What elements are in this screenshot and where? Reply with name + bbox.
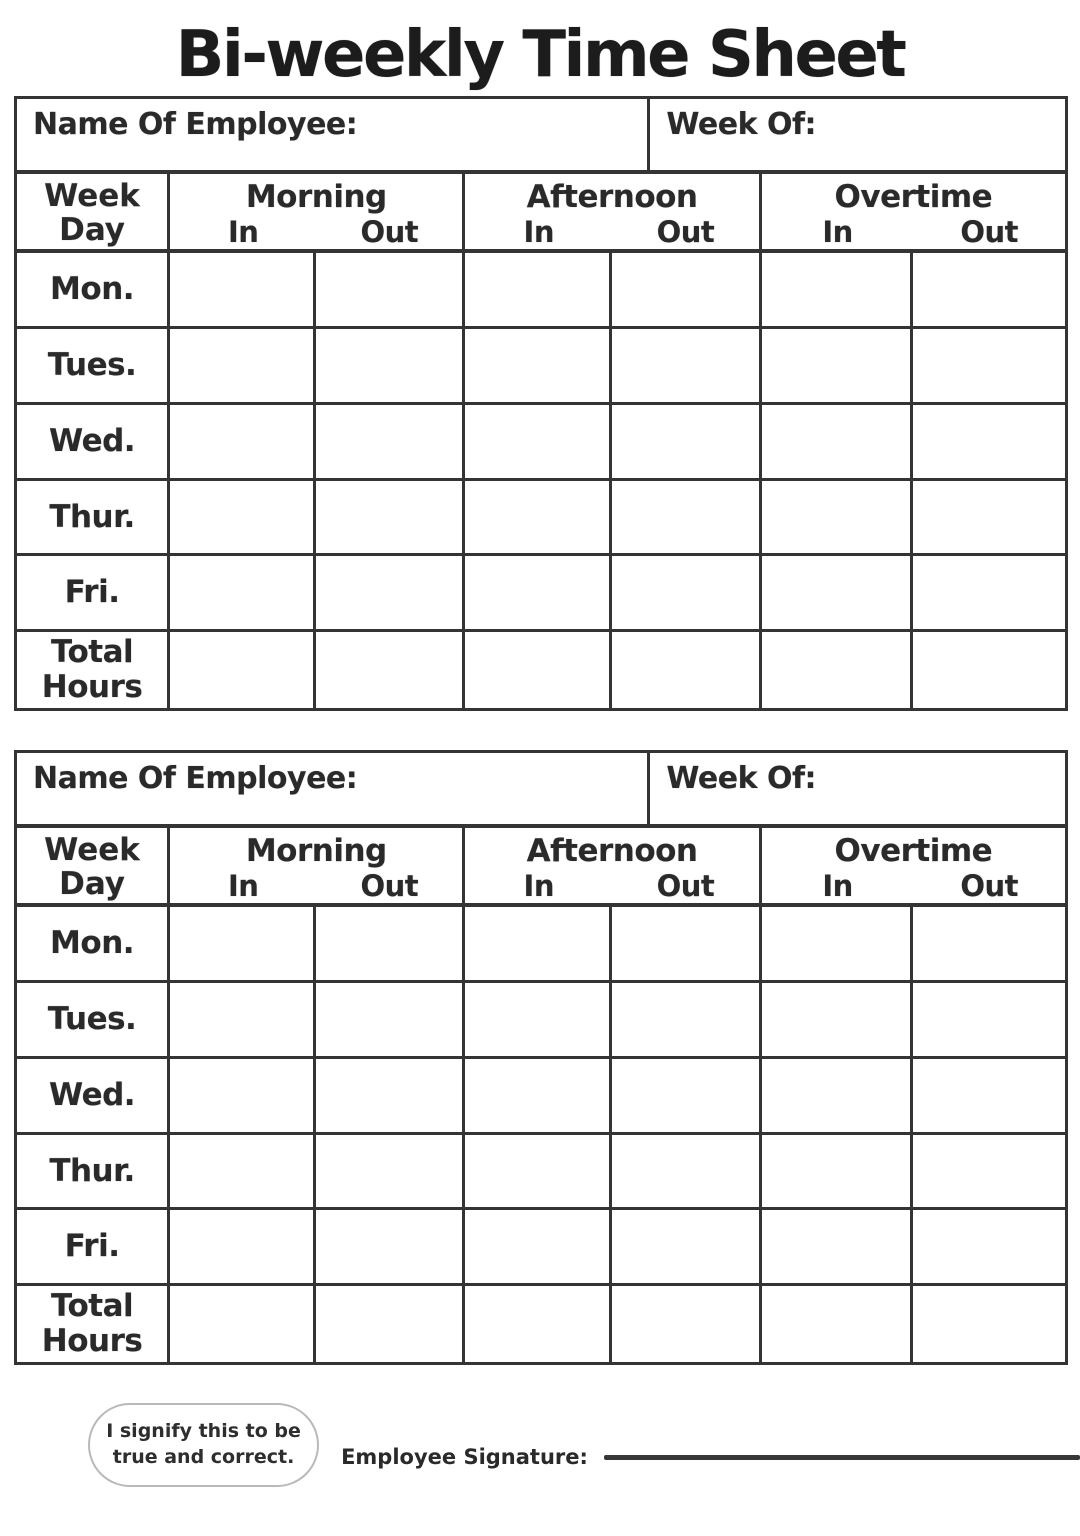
out-label: Out [656,869,715,903]
row-label-fri: Fri. [17,556,170,632]
afternoon-label: Afternoon [526,179,698,215]
time-cell[interactable] [170,481,316,557]
time-cell[interactable] [762,1135,913,1211]
morning-label: Morning [245,833,387,869]
signature-footer [0,1403,1080,1487]
timesheet-section-2 [14,750,1068,1365]
page-title: Bi-weekly Time Sheet [175,18,905,92]
time-cell[interactable] [316,1135,465,1211]
row-label-tues: Tues. [17,329,170,405]
time-cell[interactable] [612,253,762,329]
row-label-wed: Wed. [17,1059,170,1135]
week-of-field[interactable] [647,753,1065,824]
time-cell[interactable] [913,405,1065,481]
time-cell[interactable] [913,481,1065,557]
time-cell[interactable] [612,1210,762,1286]
time-cell[interactable] [465,481,611,557]
time-cell[interactable] [170,253,316,329]
time-cell[interactable] [316,1059,465,1135]
time-cell[interactable] [170,632,316,708]
name-of-employee-label: Name Of Employee: [33,107,358,142]
time-cell[interactable] [913,1059,1065,1135]
time-cell[interactable] [465,907,611,983]
afternoon-header [465,828,761,907]
time-cell[interactable] [316,907,465,983]
out-label: Out [360,869,419,903]
out-label: Out [960,869,1018,903]
time-cell[interactable] [465,405,611,481]
time-cell[interactable] [465,253,611,329]
time-cell[interactable] [762,253,913,329]
week-of-field[interactable] [647,99,1065,170]
row-label-tues: Tues. [17,983,170,1059]
time-cell[interactable] [170,1135,316,1211]
attestation-pill [88,1403,319,1487]
time-cell[interactable] [465,983,611,1059]
time-cell[interactable] [612,481,762,557]
time-cell[interactable] [316,329,465,405]
time-cell[interactable] [913,556,1065,632]
time-cell[interactable] [612,556,762,632]
time-cell[interactable] [170,405,316,481]
time-cell[interactable] [316,1286,465,1362]
time-cell[interactable] [465,632,611,708]
time-cell[interactable] [612,983,762,1059]
time-cell[interactable] [465,1059,611,1135]
week-header-line: Week [44,832,140,868]
info-row [14,96,1068,174]
time-cell[interactable] [170,983,316,1059]
time-cell[interactable] [913,329,1065,405]
in-label: In [227,869,259,903]
week-of-label: Week Of: [666,107,817,142]
afternoon-label: Afternoon [526,833,698,869]
attestation-line-2: true and correct. [112,1446,295,1468]
signature-line[interactable] [604,1455,1080,1460]
time-cell[interactable] [762,1286,913,1362]
morning-header [170,174,465,253]
row-label-mon: Mon. [17,907,170,983]
time-cell[interactable] [316,556,465,632]
time-cell[interactable] [316,632,465,708]
time-cell[interactable] [762,405,913,481]
time-cell[interactable] [465,1286,611,1362]
attestation-line-1: I signify this to be [106,1420,301,1443]
day-header-line: Day [59,212,125,249]
time-cell[interactable] [170,329,316,405]
in-label: In [227,215,259,249]
time-cell[interactable] [170,1286,316,1362]
time-cell[interactable] [170,1059,316,1135]
info-row [14,750,1068,828]
week-day-header [17,174,170,253]
name-of-employee-field[interactable] [17,99,647,170]
time-cell[interactable] [762,983,913,1059]
overtime-header [762,174,1065,253]
time-cell[interactable] [612,405,762,481]
timesheet-section-1 [14,96,1068,711]
row-label-thur: Thur. [17,1135,170,1211]
employee-signature-label: Employee Signature: [341,1445,588,1469]
time-cell[interactable] [913,1286,1065,1362]
afternoon-header [465,174,761,253]
time-cell[interactable] [913,1210,1065,1286]
time-cell[interactable] [762,481,913,557]
time-cell[interactable] [612,1135,762,1211]
time-cell[interactable] [762,632,913,708]
row-label-fri: Fri. [17,1210,170,1286]
time-cell[interactable] [612,907,762,983]
time-cell[interactable] [316,983,465,1059]
name-of-employee-field[interactable] [17,753,647,824]
timesheet-grid [14,828,1068,1365]
overtime-label: Overtime [834,179,993,215]
week-day-header [17,828,170,907]
in-label: In [523,215,554,249]
time-cell[interactable] [612,1059,762,1135]
time-cell[interactable] [913,983,1065,1059]
time-cell[interactable] [913,907,1065,983]
row-label-thur: Thur. [17,481,170,557]
time-cell[interactable] [316,481,465,557]
morning-header [170,828,465,907]
time-cell[interactable] [762,1059,913,1135]
row-label-mon: Mon. [17,253,170,329]
time-cell[interactable] [913,1135,1065,1211]
time-cell[interactable] [316,1210,465,1286]
time-cell[interactable] [913,253,1065,329]
time-cell[interactable] [913,632,1065,708]
in-label: In [822,869,853,903]
row-label-total-hours: Total Hours [17,632,170,708]
out-label: Out [960,215,1018,249]
time-cell[interactable] [612,1286,762,1362]
time-cell[interactable] [316,405,465,481]
time-cell[interactable] [170,907,316,983]
week-of-label: Week Of: [666,761,817,796]
time-cell[interactable] [762,556,913,632]
time-cell[interactable] [612,632,762,708]
time-cell[interactable] [762,1210,913,1286]
day-header-line: Day [59,866,125,903]
time-cell[interactable] [762,907,913,983]
time-cell[interactable] [612,329,762,405]
timesheet-grid [14,174,1068,711]
time-cell[interactable] [465,1210,611,1286]
in-label: In [523,869,554,903]
row-label-total-hours: Total Hours [17,1286,170,1362]
name-of-employee-label: Name Of Employee: [33,761,358,796]
time-cell[interactable] [465,1135,611,1211]
time-cell[interactable] [170,1210,316,1286]
time-cell[interactable] [762,329,913,405]
overtime-label: Overtime [834,833,993,869]
time-cell[interactable] [465,329,611,405]
overtime-header [762,828,1065,907]
in-label: In [822,215,853,249]
out-label: Out [360,215,419,249]
time-cell[interactable] [465,556,611,632]
row-label-wed: Wed. [17,405,170,481]
time-cell[interactable] [316,253,465,329]
out-label: Out [656,215,715,249]
time-cell[interactable] [170,556,316,632]
morning-label: Morning [245,179,387,215]
week-header-line: Week [44,178,140,214]
